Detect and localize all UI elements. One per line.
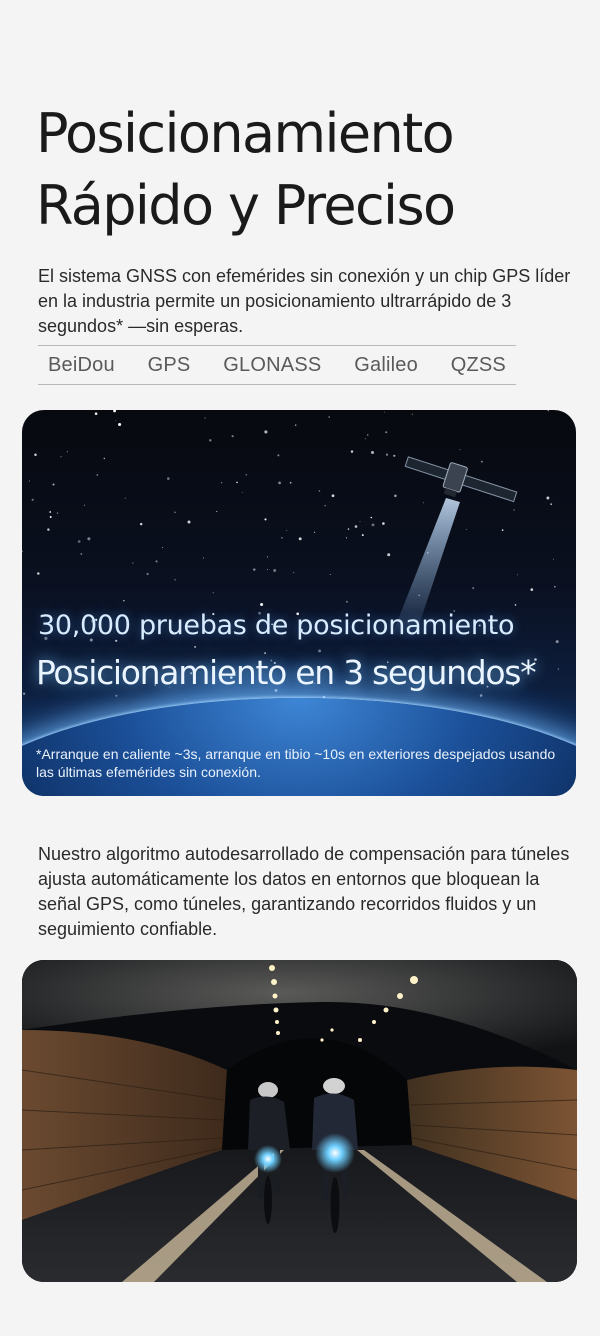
headline-positioning-tests: 30,000 pruebas de posicionamiento xyxy=(38,610,515,641)
tunnel-cyclists-image xyxy=(22,960,577,1282)
gnss-beidou: BeiDou xyxy=(48,353,115,376)
satellite-icon xyxy=(22,410,576,796)
space-positioning-card xyxy=(22,410,576,796)
footnote: *Arranque en caliente ~3s, arranque en tibio ~10s en exteriores despejados usando las últimas efemérides sin conexión. xyxy=(36,746,556,780)
gnss-systems-bar xyxy=(38,345,516,385)
gnss-qzss: QZSS xyxy=(450,353,506,376)
tunnel-scene xyxy=(22,960,577,1282)
gnss-glonass: GLONASS xyxy=(223,353,322,376)
gnss-galileo: Galileo xyxy=(354,353,418,376)
gnss-gps: GPS xyxy=(147,353,191,376)
title-line-1: Posicionamiento xyxy=(36,102,454,165)
page-title xyxy=(36,98,454,242)
tunnel-description: Nuestro algoritmo autodesarrollado de compensación para túneles ajusta automáticamente los datos en entornos que bloquean la señal GPS, como túneles, garantizando recorridos fluidos y un seguimiento confiable. xyxy=(38,844,570,939)
title-line-2: Rápido y Preciso xyxy=(36,174,455,237)
headline-3-seconds: Posicionamiento en 3 segundos* xyxy=(36,653,536,692)
intro-text: El sistema GNSS con efemérides sin conexión y un chip GPS líder en la industria permite un posicionamiento ultrarrápido de 3 segundos* —sin esperas. xyxy=(38,266,571,336)
